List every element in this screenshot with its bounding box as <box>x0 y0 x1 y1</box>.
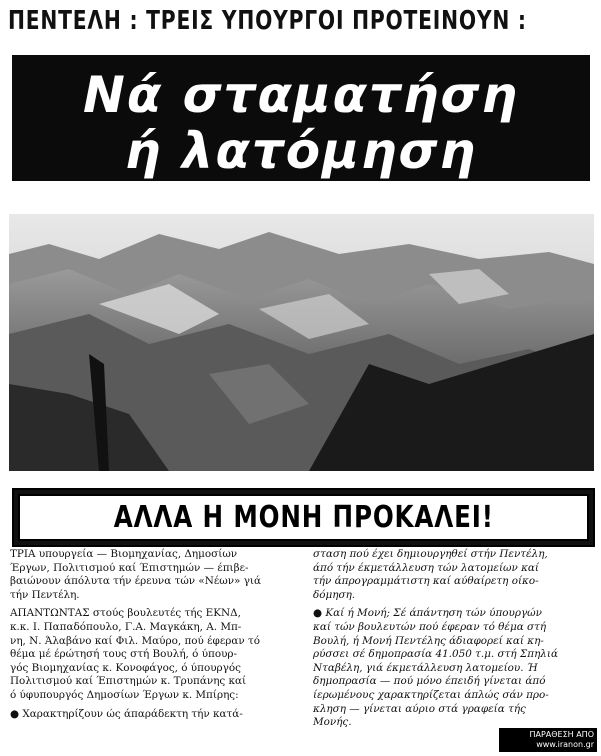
paragraph <box>10 607 298 702</box>
text-line: καί τών βουλευτών πού έφεραν τό θέμα στή <box>313 620 547 633</box>
headline-line-2: ή λατόμηση <box>124 122 478 180</box>
paragraph <box>313 548 593 602</box>
headline-box <box>12 55 590 181</box>
text-line: δόμηση. <box>313 588 356 601</box>
text-line: βαιώνουν άπόλυτα τήν έρευνα τών «Νέων» γιά <box>10 575 261 588</box>
quarry-landscape-image <box>9 214 594 471</box>
paragraph <box>10 708 298 722</box>
text-line: τήν Πεντέλη. <box>10 588 80 601</box>
text-line: νη, Ν. Άλαβάνο καί Φιλ. Μαύρο, πού έφεραν τό <box>10 634 260 647</box>
text-line: θέμα μέ έρώτησή τους στή Βουλή, ό ύπουρ- <box>10 648 238 661</box>
paragraph <box>313 607 593 729</box>
text-line: Μονής. <box>313 716 352 729</box>
article-column-right <box>313 548 593 730</box>
text-line: Έργων, Πολιτισμού καί Έπιστημών — έπιβε- <box>10 561 249 574</box>
paragraph <box>10 548 298 602</box>
text-line: δημοπρασία — πού μόνο έπειδή γίνεται άπό <box>313 675 546 688</box>
banner-frame <box>12 488 595 547</box>
headline-line-1: Νά σταματήση <box>83 66 519 124</box>
banner-inner <box>18 494 589 541</box>
text-line: σταση πού έχει δημιουργηθεί στήν Πεντέλη, <box>313 548 548 560</box>
text-line: ΑΠΑΝΤΩΝΤΑΣ στούς βουλευτές τής ΕΚΝΔ, <box>10 607 241 620</box>
kicker-title: ΠΕΝΤΕΛΗ : ΤΡΕΙΣ ΥΠΟΥΡΓΟΙ ΠΡΟΤΕΙΝΟΥΝ : <box>8 6 527 36</box>
text-line: ό ύφυπουργός Δημοσίων Έργων κ. Μπίρης: <box>10 688 239 701</box>
text-line: Νταβέλη, γιά έκμετάλλευση λατομείου. Ή <box>313 661 538 674</box>
source-watermark <box>499 728 597 752</box>
text-line: ρύσσει σέ δημοπρασία 41.050 τ.μ. στή Σπηλιά <box>313 648 558 661</box>
text-line: τήν άπρογραμμάτιστη καί αύθαίρετη οίκο- <box>313 575 539 588</box>
text-line: ΤΡΙΑ υπουργεία — Βιομηχανίας, Δημοσίων <box>10 548 238 560</box>
watermark-url: www.iranon.gr <box>536 740 594 749</box>
banner-text: ΑΛΛΑ Η ΜΟΝΗ ΠΡΟΚΑΛΕΙ! <box>113 500 494 535</box>
quarry-photo <box>9 214 594 471</box>
watermark-line-1: ΠΑΡΑΘΕΣΗ ΑΠΟ <box>529 730 594 739</box>
text-line: ● Χαρακτηρίζουν ώς άπαράδεκτη τήν κατά- <box>10 707 243 720</box>
text-line: Βουλή, ή Μονή Πεντέλης άδιαφορεί καί κη- <box>313 634 544 647</box>
text-line: ίερωμένους χαρακτηρίζεται άπλώς σάν προ- <box>313 688 549 701</box>
text-line: κληση — γίνεται αύριο στά γραφεία τής <box>313 702 526 715</box>
text-line: κ.κ. Ι. Παπαδόπουλο, Γ.Α. Μαγκάκη, Α. Μπ- <box>10 620 242 633</box>
text-line: γός Βιομηχανίας κ. Κονοφάγος, ό ύπουργός <box>10 661 241 674</box>
text-line: άπό τήν έκμετάλλευση τών λατομείων καί <box>313 561 540 574</box>
text-line: ● Καί ή Μονή; Σέ άπάντηση τών ύπουργών <box>313 607 542 620</box>
text-line: Πολιτισμού καί Έπιστημών κ. Τρυπάνης καί <box>10 675 247 688</box>
article-column-left <box>10 548 298 721</box>
